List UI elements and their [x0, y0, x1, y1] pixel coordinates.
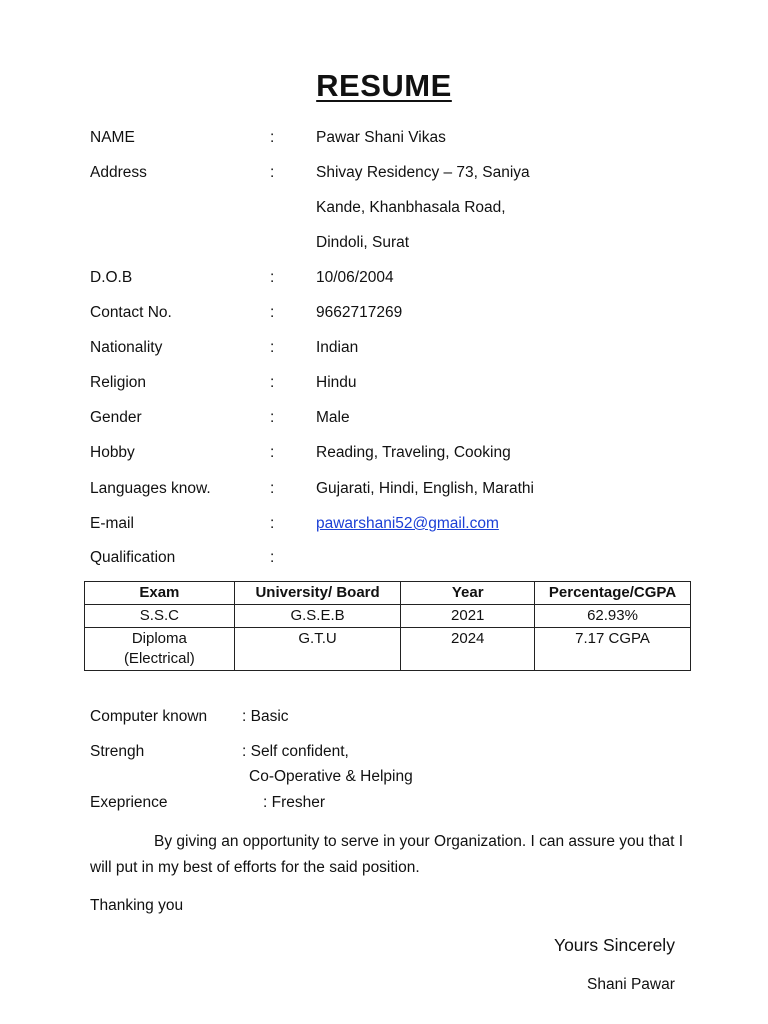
field-value: Gujarati, Hindi, English, Marathi	[316, 480, 534, 497]
field-label: Contact No.	[90, 304, 172, 321]
field-value: Hindu	[316, 374, 357, 391]
field-colon: :	[270, 515, 275, 532]
field-colon: :	[270, 374, 275, 391]
education-table	[84, 581, 691, 671]
field-colon: :	[270, 129, 275, 146]
cover-paragraph	[90, 829, 690, 881]
computer-known-value: : Basic	[242, 708, 289, 725]
address-line-1: Shivay Residency – 73, Saniya	[316, 164, 530, 181]
field-label: Address	[90, 164, 147, 181]
strength-value-2: Co-Operative & Helping	[249, 768, 413, 785]
closing-text: Yours Sincerely	[554, 935, 675, 955]
table-row	[85, 628, 691, 671]
table-header: University/ Board	[234, 582, 401, 605]
field-label: Nationality	[90, 339, 163, 356]
experience-label: Exeprience	[90, 794, 168, 811]
field-value: Indian	[316, 339, 359, 356]
table-header: Exam	[85, 582, 235, 605]
field-value: 10/06/2004	[316, 269, 394, 286]
table-cell: 2024	[401, 628, 535, 671]
experience-value: : Fresher	[263, 794, 326, 811]
table-cell: S.S.C	[85, 605, 235, 628]
field-label: E-mail	[90, 515, 134, 532]
table-header-row	[85, 582, 691, 605]
diploma-line: (Electrical)	[123, 650, 195, 667]
table-header: Year	[401, 582, 535, 605]
field-label: Languages know.	[90, 480, 211, 497]
resume-title: RESUME	[316, 68, 452, 103]
field-label: NAME	[90, 129, 135, 146]
diploma-line: Diploma	[131, 630, 187, 647]
address-line-2: Kande, Khanbhasala Road,	[316, 199, 506, 216]
table-cell	[85, 628, 235, 671]
computer-known-label: Computer known	[90, 708, 208, 725]
address-line-3: Dindoli, Surat	[316, 234, 410, 251]
field-value: 9662717269	[316, 304, 403, 321]
field-colon: :	[270, 339, 275, 356]
field-colon: :	[270, 164, 275, 181]
field-label: Hobby	[90, 444, 135, 461]
signature-name: Shani Pawar	[587, 976, 675, 993]
field-label: Religion	[90, 374, 147, 391]
email-link[interactable]: pawarshani52@gmail.com	[316, 515, 499, 532]
field-colon: :	[270, 304, 275, 321]
table-cell: G.T.U	[234, 628, 401, 671]
table-row	[85, 605, 691, 628]
strength-label: Strengh	[90, 743, 145, 760]
field-value: Reading, Traveling, Cooking	[316, 444, 511, 461]
field-label: Qualification	[90, 549, 176, 566]
field-label: D.O.B	[90, 269, 133, 286]
table-header: Percentage/CGPA	[535, 582, 691, 605]
field-label: Gender	[90, 409, 142, 426]
thanks-text: Thanking you	[90, 897, 184, 914]
table-cell: 7.17 CGPA	[535, 628, 691, 671]
field-colon: :	[270, 480, 275, 497]
table-cell: 2021	[401, 605, 535, 628]
field-colon: :	[270, 444, 275, 461]
strength-value-1: : Self confident,	[242, 743, 349, 760]
field-colon: :	[270, 549, 275, 566]
field-colon: :	[270, 269, 275, 286]
field-value	[316, 514, 499, 534]
table-cell: 62.93%	[535, 605, 691, 628]
field-value: Male	[316, 409, 350, 426]
table-cell: G.S.E.B	[234, 605, 401, 628]
field-value: Pawar Shani Vikas	[316, 129, 446, 146]
paragraph-text: By giving an opportunity to serve in your Organization. I can assure you that I will put in my best of efforts for the said position.	[90, 833, 684, 876]
field-colon: :	[270, 409, 275, 426]
